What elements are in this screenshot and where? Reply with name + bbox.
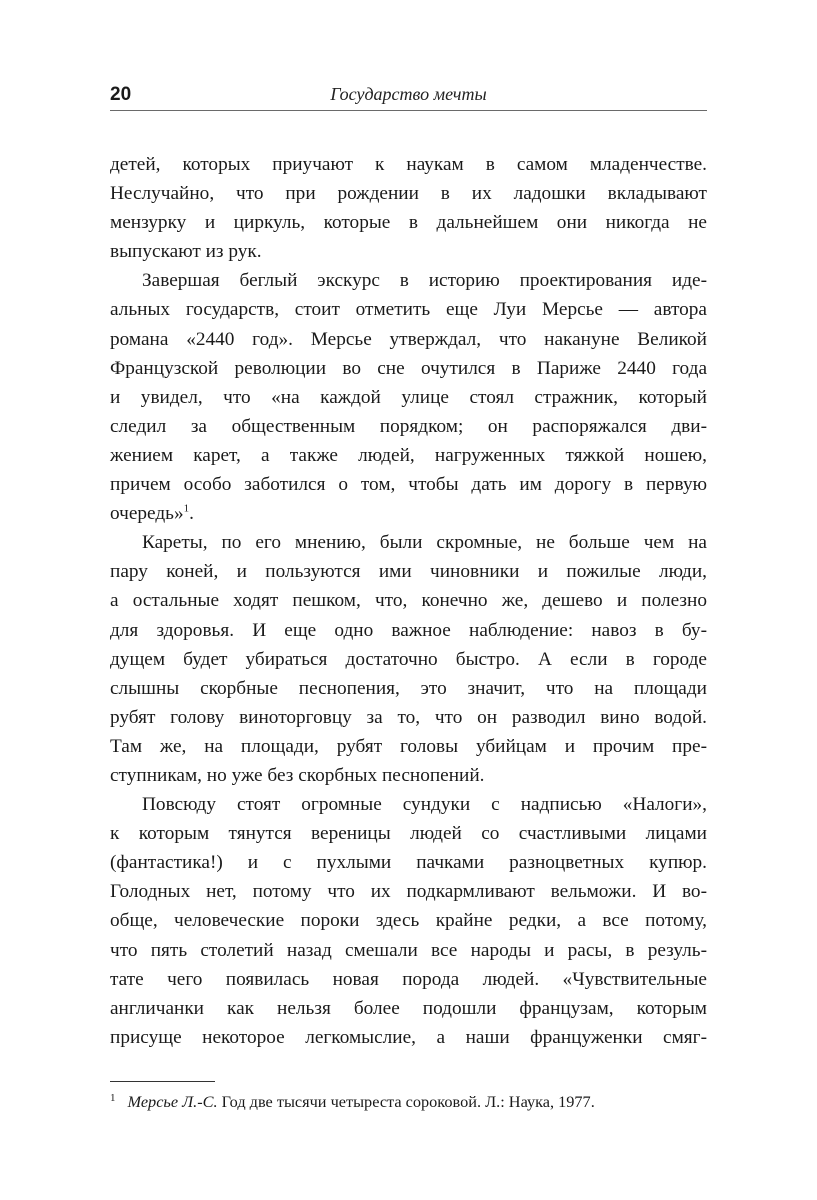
text-line: для здоровья. И еще одно важное наблюдение: навоз в бу- <box>110 619 707 641</box>
text-line: Французской революции во сне очутился в Париже 2440 года <box>110 357 707 379</box>
page-number: 20 <box>110 84 132 105</box>
text-line: рубят голову виноторговцу за то, что он разводил вино водой. <box>110 706 707 728</box>
text-line: жением карет, а также людей, нагруженных тяжкой ношею, <box>110 444 707 466</box>
text-line: очередь»$^1$. <box>110 502 194 525</box>
text-line: слышны скорбные песнопения, это значит, что на площади <box>110 677 707 699</box>
footnote-author: Мерсье Л.-С. <box>127 1092 218 1111</box>
text-line: что пять столетий назад смешали все народы и расы, в резуль- <box>110 939 707 961</box>
body-text <box>110 150 707 1052</box>
running-head <box>110 82 707 111</box>
text-line: пару коней, и пользуются ими чиновники и пожилые люди, <box>110 561 707 583</box>
text-line-content: очередь» <box>110 503 184 525</box>
text-line: Голодных нет, потому что их подкармливают вельможи. И во- <box>110 881 707 903</box>
paragraph <box>110 528 707 790</box>
text-line: обще, человеческие пороки здесь крайне редки, а все потому, <box>110 910 707 932</box>
text-line: англичанки как нельзя более подошли французам, которым <box>110 997 707 1019</box>
paragraph <box>110 266 707 528</box>
text-line: альных государств, стоит отметить еще Луи Мерсье — автора <box>110 299 707 321</box>
footnote-mark: 1 <box>110 1091 116 1104</box>
footnote-text: Год две тысячи четыреста сороковой. Л.: Наука, 1977. <box>217 1092 595 1111</box>
footnote-divider <box>110 1081 215 1082</box>
text-line: присуще некоторое легкомыслие, а наши француженки смяг- <box>110 1026 707 1048</box>
text-line: тате чего появилась новая порода людей. «Чувствительные <box>110 968 707 990</box>
book-title: Государство мечты <box>330 84 487 104</box>
text-line: и увидел, что «на каждой улице стоял стражник, который <box>110 386 707 408</box>
text-line: выпускают из рук. <box>110 241 262 263</box>
text-line: Там же, на площади, рубят головы убийцам и прочим пре- <box>110 735 707 757</box>
text-line: Кареты, по его мнению, были скромные, не больше чем на <box>142 532 707 554</box>
footnote-reference[interactable]: 1 <box>183 502 190 515</box>
text-line: дущем будет убираться достаточно быстро. А если в городе <box>110 648 707 670</box>
text-line: ступникам, но уже без скорбных песнопений. <box>110 764 485 786</box>
text-line: (фантастика!) и с пухлыми пачками разноцветных купюр. <box>110 852 707 874</box>
text-line: Повсюду стоят огромные сундуки с надписью «Налоги», <box>142 794 707 816</box>
text-line: а остальные ходят пешком, что, конечно же, дешево и полезно <box>110 590 707 612</box>
text-line: причем особо заботился о том, чтобы дать им дорогу в первую <box>110 474 707 496</box>
paragraph <box>110 150 707 266</box>
footnote <box>110 1091 710 1113</box>
text-line: Завершая беглый экскурс в историю проектирования иде- <box>142 270 707 292</box>
text-line: следил за общественным порядком; он распоряжался дви- <box>110 415 707 437</box>
text-line: к которым тянутся вереницы людей со счастливыми лицами <box>110 823 707 845</box>
text-line: Неслучайно, что при рождении в их ладошки вкладывают <box>110 183 707 205</box>
text-line: детей, которых приучают к наукам в самом младенчестве. <box>110 154 707 175</box>
text-line: романа «2440 год». Мерсье утверждал, что накануне Великой <box>110 328 707 350</box>
paragraph <box>110 790 707 1052</box>
text-line: мензурку и циркуль, которые в дальнейшем они никогда не <box>110 212 707 234</box>
